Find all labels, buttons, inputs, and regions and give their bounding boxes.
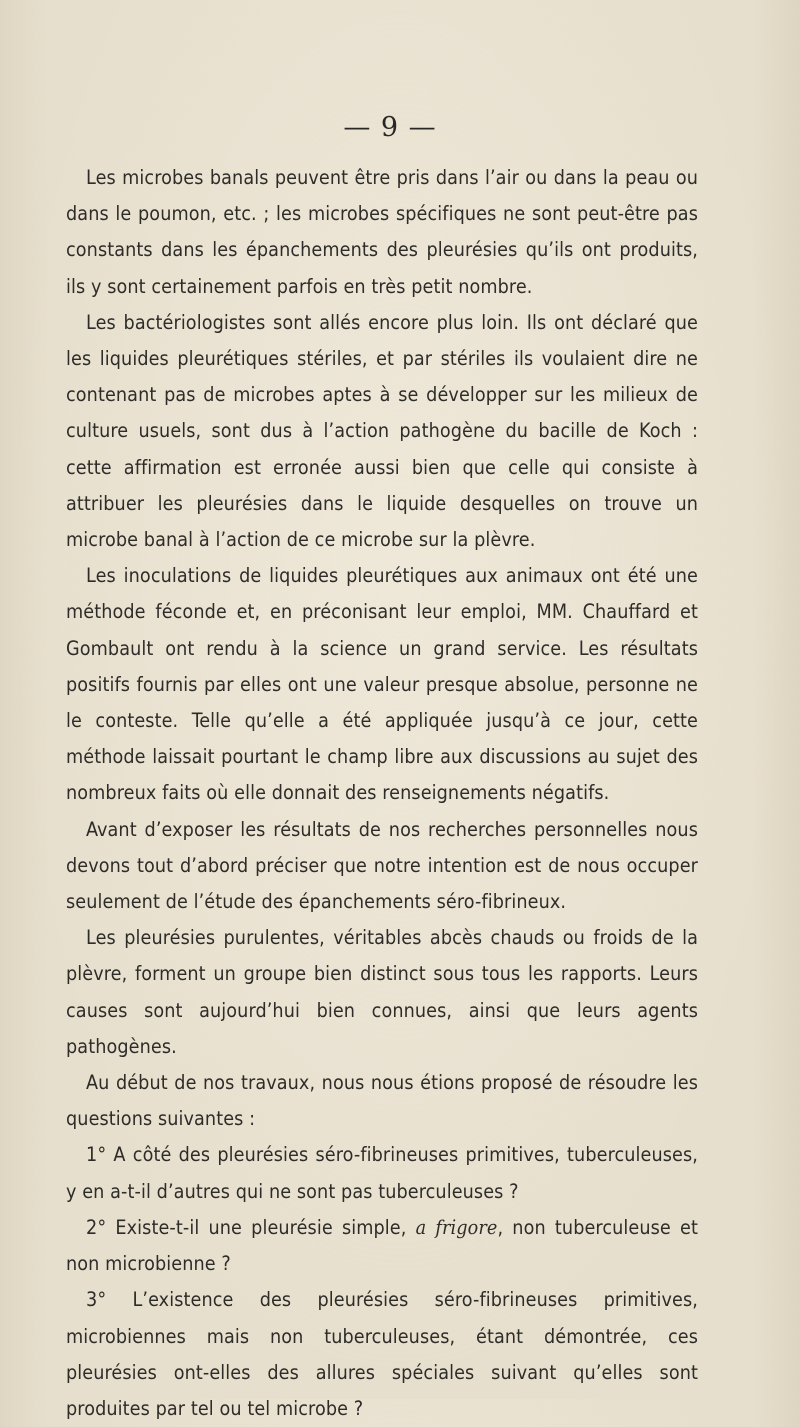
page-number: — 9 — — [343, 112, 437, 143]
paragraph-au-debut: Au début de nos travaux, nous nous étions proposé de résoudre les questions suivantes : — [66, 1071, 698, 1131]
paragraph-inoculations: Les inoculations de liquides pleurétiques aux animaux ont été une méthode féconde et, en préconisant leur emploi, MM. Chauffard et Gombault ont rendu à la science un grand service. Les résultats positifs fournis par elles ont une valeur presque absolue, personne ne le conteste. Telle qu’elle a été appliquée jusqu’à ce jour, cette méthode laissait pourtant le champ libre aux discussions au sujet des nombreux faits où elle donnait des renseignements négatifs. — [66, 564, 698, 805]
paragraph-pleuresies-purulentes: Les pleurésies purulentes, véritables abcès chauds ou froids de la plèvre, forment un groupe bien distinct sous tous les rapports. Leurs causes sont aujourd’hui bien connues, ainsi que leurs agents pathogènes. — [66, 926, 698, 1058]
question-2-before: 2° Existe-t-il une pleurésie simple, — [86, 1215, 416, 1239]
question-2-after: , non tuberculeuse et non microbienne ? — [66, 1215, 698, 1276]
question-2-italic: a frigore — [415, 1215, 498, 1239]
paragraph-microbes-banals: Les microbes banals peuvent être pris dans l’air ou dans la peau ou dans le poumon, etc. ; les microbes spécifiques ne sont peut-être pas constants dans les épanchements des pleurésies qu’ils ont produits, ils y sont certainement parfois en très petit nombre. — [66, 166, 698, 298]
paragraph-bacteriologistes: Les bactériologistes sont allés encore plus loin. Ils ont déclaré que les liquides pleurétiques stériles, et par stériles ils voulaient dire ne contenant pas de microbes aptes à se développer sur les milieux de culture usuels, sont dus à l’action pathogène du bacille de Koch : cette affirmation est erronée aussi bien que celle qui consiste à attribuer les pleurésies dans le liquide desquelles on trouve un microbe banal à l’action de ce microbe sur la plèvre. — [66, 310, 698, 552]
question-2 — [66, 1210, 698, 1282]
paragraph-avant-d-exposer: Avant d’exposer les résultats de nos recherches personnelles nous devons tout d’abord préciser que notre intention est de nous occuper seulement de l’étude des épanchements séro-fibrineux. — [66, 817, 698, 914]
body-text — [66, 160, 698, 1427]
question-3: 3° L’existence des pleurésies séro-fibrineuses primitives, microbiennes mais non tuberculeuses, étant démontrée, ces pleurésies ont-elles des allures spéciales suivant qu’elles sont produites par tel ou tel microbe ? — [66, 1288, 698, 1420]
question-1: 1° A côté des pleurésies séro-fibrineuses primitives, tuberculeuses, y en a-t-il d’autres qui ne sont pas tuberculeuses ? — [66, 1143, 698, 1203]
